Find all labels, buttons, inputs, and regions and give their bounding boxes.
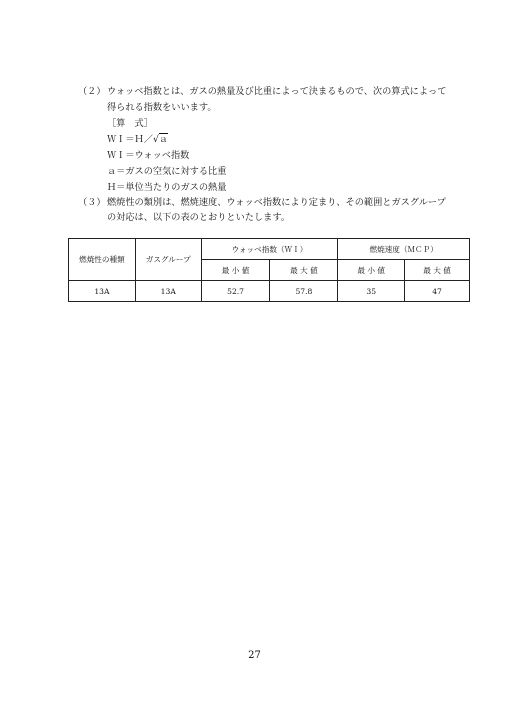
header-wi-min: 最 小 値 [201, 260, 270, 281]
cell-wi-min: 52.7 [201, 281, 270, 302]
cell-mcp-max: 47 [405, 281, 470, 302]
table-row [69, 281, 470, 302]
header-mcp-max: 最 大 値 [405, 260, 470, 281]
header-combustibility-type: 燃焼性の種類 [69, 239, 136, 281]
formula-heading: ［算 式］ [107, 118, 153, 129]
definition-wi: ＷＩ＝ウォッベ指数 [107, 150, 190, 161]
formula [107, 134, 168, 146]
table-header-row-1 [69, 239, 470, 260]
section-3-label: （３） [78, 197, 106, 208]
cell-wi-max: 57.8 [270, 281, 338, 302]
section-2-label: （２） [78, 86, 106, 97]
section-3-line-2: の対応は、以下の表のとおりといたします。 [107, 212, 291, 223]
combustibility-table [68, 238, 470, 302]
cell-mcp-min: 35 [338, 281, 405, 302]
cell-type: 13A [69, 281, 136, 302]
section-2-line-2: 得られる指数をいいます。 [107, 102, 217, 113]
header-combustion-speed: 燃焼速度（ＭＣＰ） [338, 239, 470, 260]
definition-h: Ｈ＝単位当たりのガスの熱量 [107, 182, 227, 193]
sqrt-symbol: √ [152, 134, 159, 145]
section-2-line-1: ウォッベ指数とは、ガスの熱量及び比重によって決まるもので、次の算式によって [107, 86, 447, 97]
header-wi-max: 最 大 値 [270, 260, 338, 281]
formula-arg: ａ [158, 134, 168, 145]
cell-group: 13A [135, 281, 201, 302]
formula-lhs: ＷＩ＝Ｈ／ [107, 134, 153, 145]
section-3-line-1: 燃焼性の類別は、燃焼速度、ウォッベ指数により定まり、その範囲とガスグループ [107, 197, 446, 208]
header-wobbe-index: ウォッベ指数（ＷＩ） [201, 239, 338, 260]
header-mcp-min: 最 小 値 [338, 260, 405, 281]
page-number: 27 [248, 650, 261, 661]
definition-a: ａ＝ガスの空気に対する比重 [107, 166, 227, 177]
header-gas-group: ガスグループ [135, 239, 201, 281]
